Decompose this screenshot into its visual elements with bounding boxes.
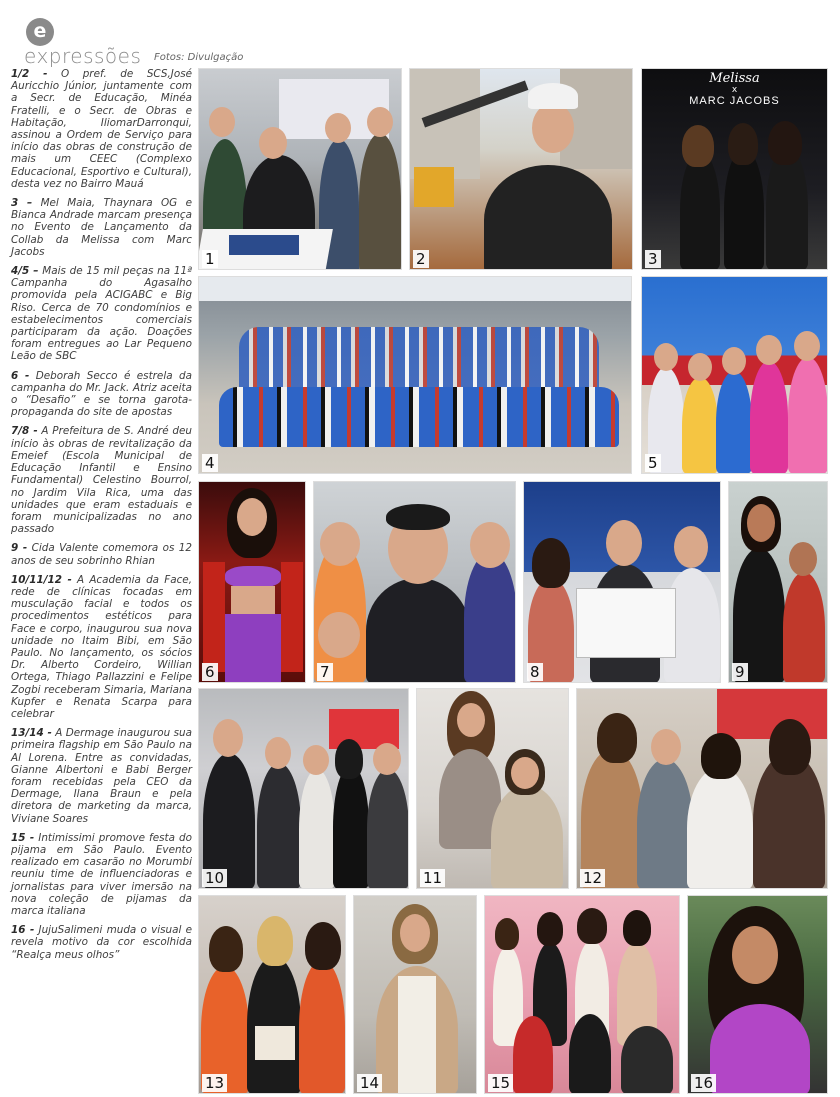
photo-number: 6: [202, 663, 218, 681]
caption-9: 9 - Cida Valente comemora os 12 anos de seu sobrinho Rhian: [11, 542, 192, 567]
brand-logo-icon: e: [26, 18, 54, 46]
photo-number: 14: [357, 1074, 382, 1092]
photo-12: [576, 688, 828, 889]
photo-9: [728, 481, 828, 683]
caption-7-8: 7/8 - A Prefeitura de S. André deu início às obras de revitalização da Emeief (Escola Municipal de Educação Infantil e Ensino Fundamental) Celestino Bourrol, no Jardim Vila Rica, uma das unidades que eram estaduais e foram municipalizadas no ano passado: [11, 425, 192, 536]
photo-2: [409, 68, 633, 270]
photo-7: [313, 481, 516, 683]
caption-1-2: 1/2 - O pref. de SCS,José Auricchio Júnior, juntamente com a Secr. de Educação, Minéa Fratelli, e o Secr. de Obras e Habitação, IliomarDarronqui, assinou a Ordem de Serviço para início das obras de construção de mais um CEEC (Complexo Educacional, Esportivo e Cultural), desta vez no Bairro Mauá: [11, 68, 192, 190]
photo-10: [198, 688, 409, 889]
collab-x-text: x: [731, 85, 738, 95]
caption-3: 3 – Mel Maia, Thaynara OG e Bianca Andrade marcam presença no Evento de Lançamento da Collab da Melissa com Marc Jacobs: [11, 197, 193, 258]
captions-column: [11, 68, 192, 968]
photo-number: 4: [202, 454, 218, 472]
section-title: expressões: [24, 44, 142, 68]
marc-jacobs-text: MARC JACOBS: [689, 95, 780, 107]
caption-13-14: 13/14 - A Dermage inaugurou sua primeira flagship em São Paulo na Al Lorena. Entre as convidadas, Gianne Albertoni e Babi Berger foram recebidas pela CEO da Dermage, Ilana Braun e pela diretora de marketing da marca, Viviane Soares: [11, 727, 192, 825]
photo-number: 2: [413, 250, 429, 268]
photo-6: [198, 481, 306, 683]
photo-15: [484, 895, 680, 1094]
photo-number: 10: [202, 869, 227, 887]
photo-3: [641, 68, 828, 270]
photo-number: 13: [202, 1074, 227, 1092]
magazine-header: [8, 8, 308, 68]
caption-4-5: 4/5 – Mais de 15 mil peças na 11ª Campanha do Agasalho promovida pela ACIGABC e Big Riso. Cerca de 70 condomínios e estabelecimentos comerciais participaram da ação. Doações foram entregues ao Lar Pequeno Leão de SBC: [11, 265, 192, 363]
photo-number: 7: [317, 663, 333, 681]
photo-credit: Fotos: Divulgação: [154, 52, 244, 63]
photo-number: 9: [732, 663, 748, 681]
photo-14: [353, 895, 477, 1094]
photo-number: 5: [645, 454, 661, 472]
caption-10-11-12: 10/11/12 - A Academia da Face, rede de clínicas focadas em musculação facial e todos os procedimentos estéticos para Face e corpo, inaugurou sua nova unidade no Itaim Bibi, em São Paulo. No lançamento, os sócios Dr. Alberto Cordeiro, Willian Ortega, Thiago Pallazzini e Felipe Zogbi receberam Simaria, Mariana Kupfer e Renata Scarpa para celebrar: [11, 573, 192, 720]
photo-11: [416, 688, 569, 889]
photo-16: [687, 895, 828, 1094]
caption-15: 15 - Intimissimi promove festa do pijama em São Paulo. Evento realizado em casarão no Morumbi reuniu time de influenciadoras e jornalistas para viver imersão na nova coleção de pijamas da marca italiana: [11, 831, 192, 917]
photo-5: [641, 276, 828, 474]
caption-6: 6 - Deborah Secco é estrela da campanha do Mr. Jack. Atriz aceita o “Desafio” e se torna garota-propaganda do site de apostas: [11, 369, 192, 419]
photo-4: [198, 276, 632, 474]
caption-16: 16 - JujuSalimeni muda o visual e revela motivo da cor escolhida “Realça meus olhos”: [11, 924, 192, 961]
photo-number: 16: [691, 1074, 716, 1092]
photo-number: 15: [488, 1074, 513, 1092]
photo-1: [198, 68, 402, 270]
photo-number: 11: [420, 869, 445, 887]
photo-number: 8: [527, 663, 543, 681]
melissa-logo-text: Melissa: [709, 71, 760, 86]
photo-number: 3: [645, 250, 661, 268]
photo-13: [198, 895, 346, 1094]
photo-8: [523, 481, 721, 683]
photo-number: 12: [580, 869, 605, 887]
photo-number: 1: [202, 250, 218, 268]
